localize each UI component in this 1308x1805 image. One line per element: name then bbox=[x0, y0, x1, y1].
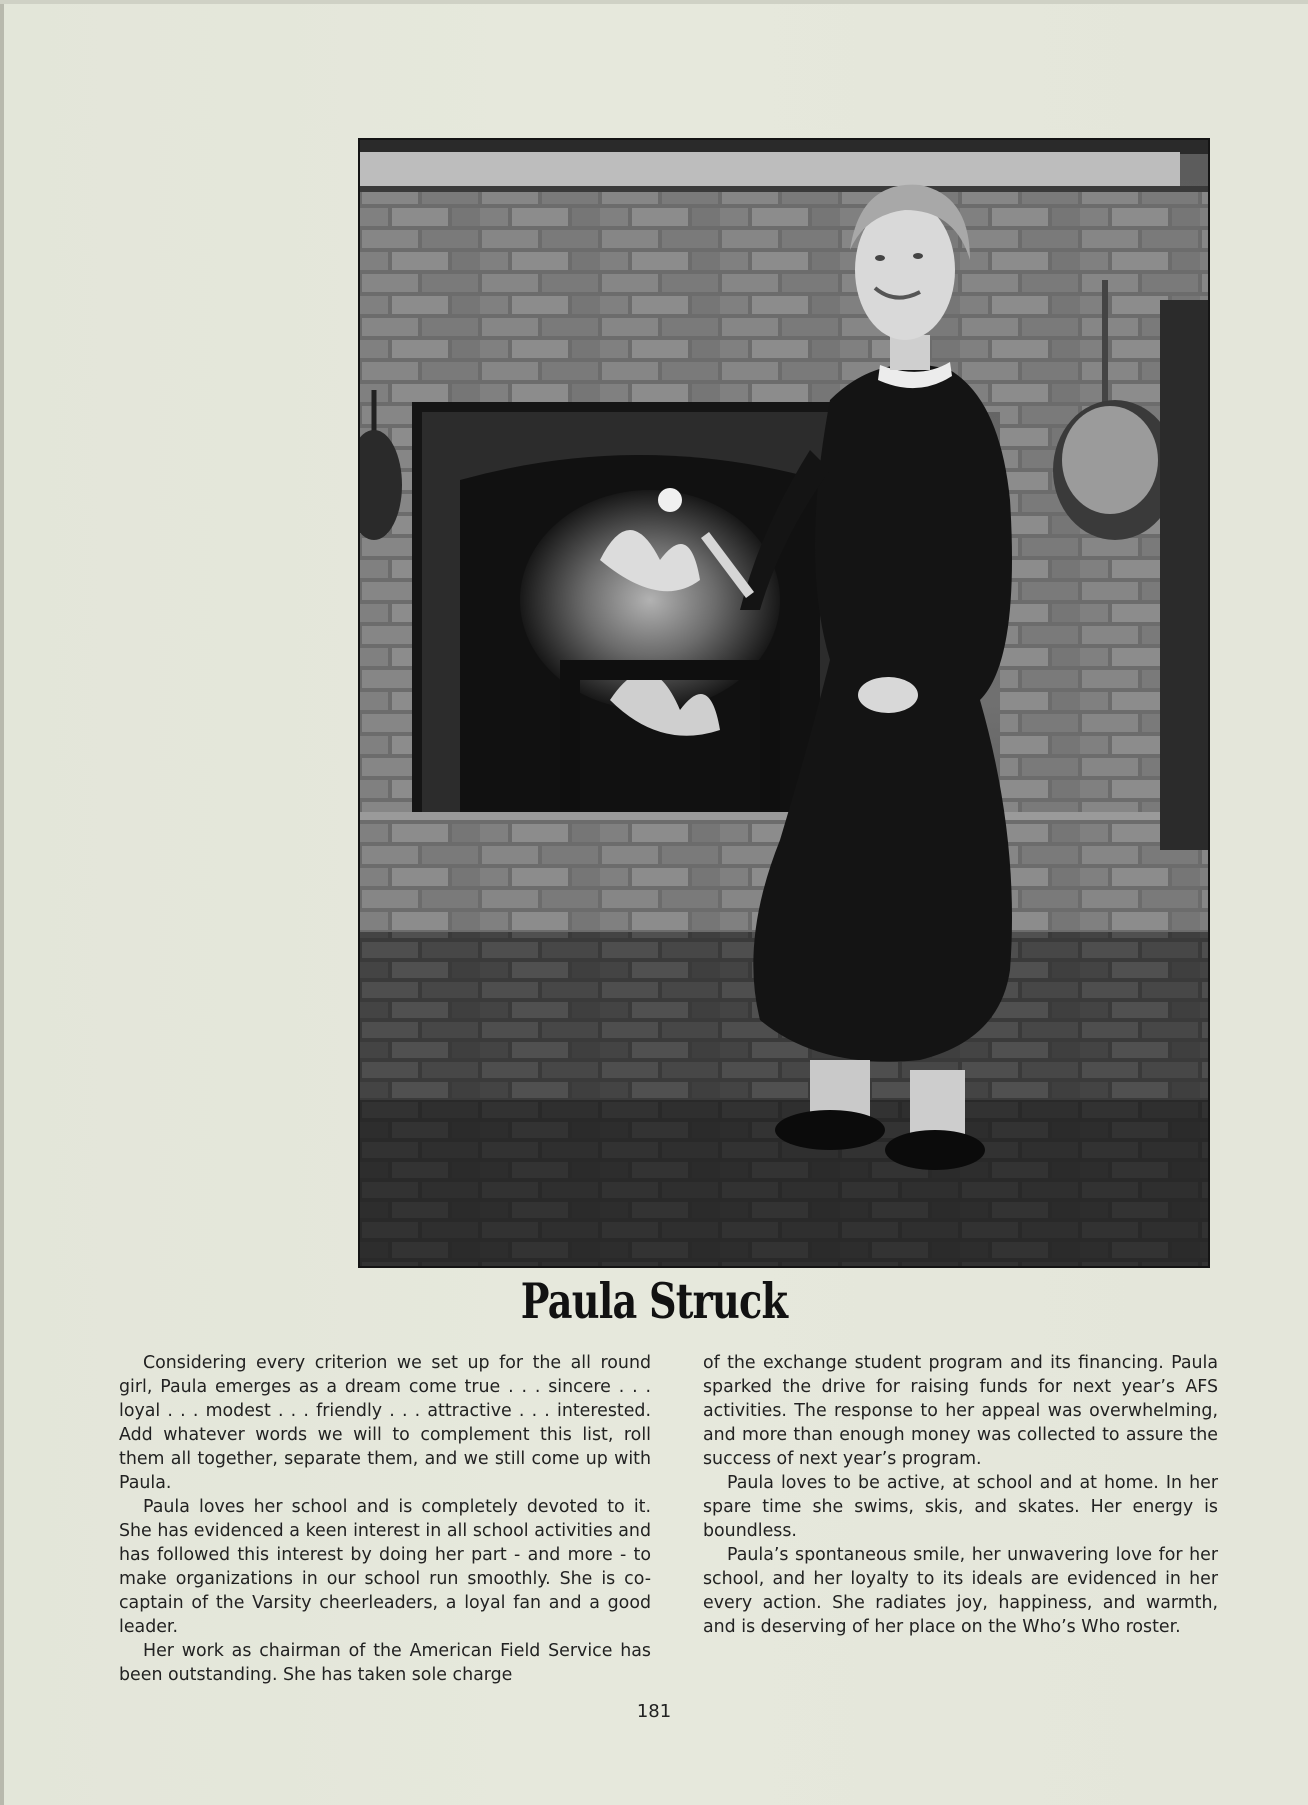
profile-name-heading: Paula Struck bbox=[520, 1272, 788, 1330]
article-right-column bbox=[703, 1351, 1218, 1639]
article-left-column bbox=[119, 1351, 651, 1687]
page-left-edge bbox=[0, 0, 4, 1805]
article-paragraph: Considering every criterion we set up for the all round girl, Paula emerges as a dream come true . . . sincere . . . loyal . . . modest . . . friendly . . . attractive . . . interested. Add whatever words we will to complement this list, roll them all together, separate them, and we still come up with Paula. bbox=[119, 1353, 651, 1493]
page-top-edge bbox=[0, 0, 1308, 4]
article-paragraph: Paula’s spontaneous smile, her unwavering love for her school, and her loyalty to its ideals are evidenced in her every action. She radiates joy, happiness, and warmth, and is deserving of her place on the Who’s Who roster. bbox=[703, 1545, 1218, 1637]
page-number: 181 bbox=[636, 1701, 672, 1722]
portrait-photo bbox=[358, 138, 1210, 1268]
article-paragraph: Paula loves her school and is completely devoted to it. She has evidenced a keen interest in all school activities and has followed this interest by doing her part - and more - to make organizations in our school run smoothly. She is co-captain of the Varsity cheerleaders, a loyal fan and a good leader. bbox=[119, 1497, 651, 1637]
article-paragraph-continuation: of the exchange student program and its financing. Paula sparked the drive for raising funds for next year’s AFS activities. The response to her appeal was overwhelming, and more than enough money was collected to assure the success of next year’s program. bbox=[703, 1353, 1218, 1469]
article-paragraph: Paula loves to be active, at school and at home. In her spare time she swims, skis, and skates. Her energy is boundless. bbox=[703, 1473, 1218, 1541]
article-paragraph: Her work as chairman of the American Field Service has been outstanding. She has taken sole charge bbox=[119, 1641, 651, 1685]
